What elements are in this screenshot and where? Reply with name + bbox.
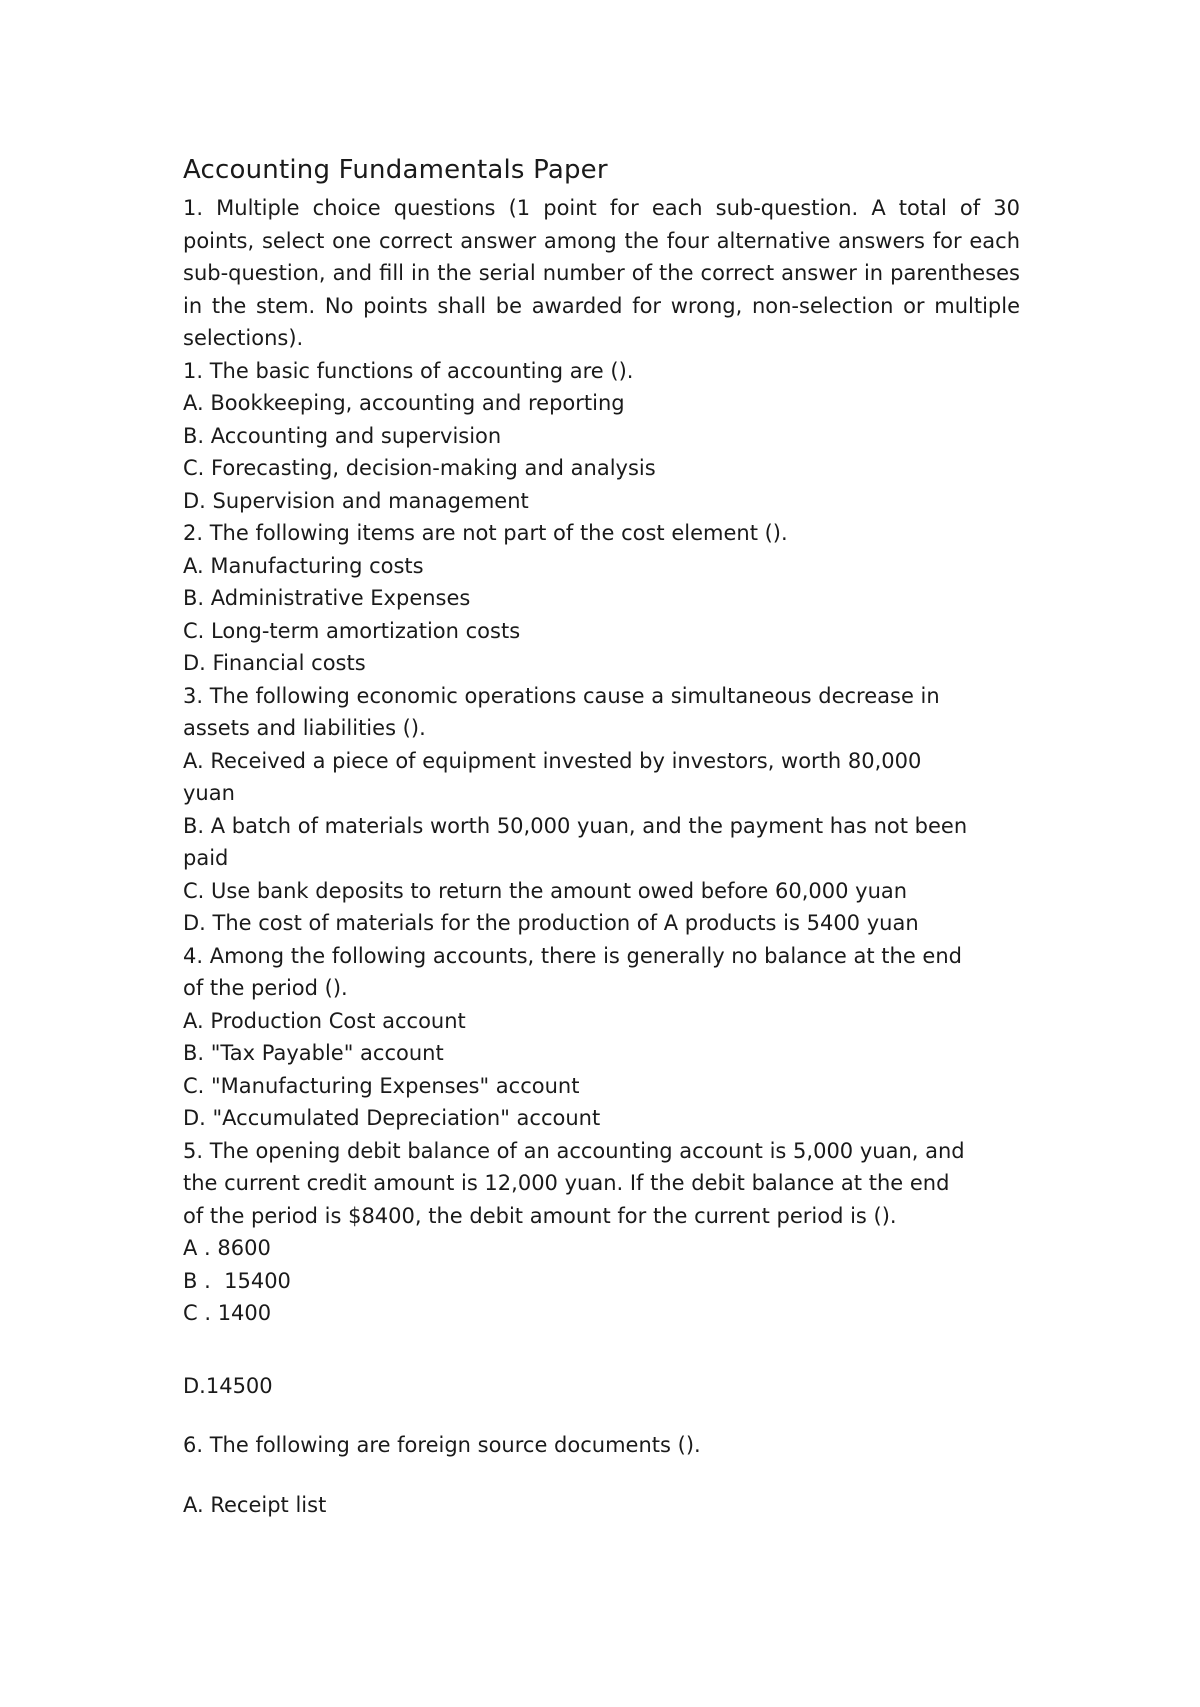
option-a-continued: yuan [183, 781, 235, 805]
question-6 [183, 1429, 1020, 1521]
option-b-continued: paid [183, 846, 229, 870]
question-1 [183, 355, 1020, 518]
question-4 [183, 940, 1020, 1135]
option-b: B. Administrative Expenses [183, 586, 471, 610]
question-stem-line: 4. Among the following accounts, there is generally no balance at the end [183, 943, 962, 968]
section-instructions: 1. Multiple choice questions (1 point for each sub-question. A total of 30 points, select one correct answer among the four alternative answers for each sub-question, and fill in the serial number of the correct answer in parentheses in the stem. No points shall be awarded for wrong, non-selection or multiple selections). [183, 196, 1020, 350]
question-stem-line: the current credit amount is 12,000 yuan. If the debit balance at the end [183, 1171, 950, 1195]
option-b: B. "Tax Payable" account [183, 1041, 444, 1065]
option-d: D. "Accumulated Depreciation" account [183, 1106, 601, 1130]
question-2 [183, 517, 1020, 680]
option-c: C. Forecasting, decision-making and analysis [183, 456, 656, 480]
question-stem-line: assets and liabilities (). [183, 716, 426, 740]
option-a: A. Bookkeeping, accounting and reporting [183, 391, 625, 415]
document-title: Accounting Fundamentals Paper [183, 155, 608, 185]
option-d: D. Financial costs [183, 651, 366, 675]
question-stem: 1. The basic functions of accounting are (). [183, 358, 634, 383]
option-a: A. Production Cost account [183, 1008, 466, 1033]
option-c: C. "Manufacturing Expenses" account [183, 1073, 580, 1098]
option-b: B. A batch of materials worth 50,000 yuan, and the payment has not been [183, 813, 968, 838]
option-c: C . 1400 [183, 1301, 272, 1325]
question-stem-line: of the period (). [183, 976, 348, 1000]
question-stem: 6. The following are foreign source documents (). [183, 1433, 701, 1457]
option-a: A. Received a piece of equipment invested by investors, worth 80,000 [183, 748, 922, 773]
option-c: C. Use bank deposits to return the amount owed before 60,000 yuan [183, 878, 908, 903]
question-stem-line: of the period is $8400, the debit amount for the current period is (). [183, 1203, 897, 1228]
option-d: D.14500 [183, 1373, 273, 1398]
question-stem-line: 5. The opening debit balance of an accounting account is 5,000 yuan, and [183, 1138, 965, 1163]
question-3 [183, 680, 1020, 940]
question-5 [183, 1135, 1020, 1403]
document-page [183, 150, 1020, 1521]
option-c: C. Long-term amortization costs [183, 618, 521, 643]
question-stem-line: 3. The following economic operations cause a simultaneous decrease in [183, 683, 940, 708]
option-a: A . 8600 [183, 1236, 271, 1260]
option-b: B . 15400 [183, 1268, 291, 1293]
option-a: A. Receipt list [183, 1492, 327, 1517]
option-a: A. Manufacturing costs [183, 553, 424, 578]
option-b: B. Accounting and supervision [183, 423, 502, 448]
option-d: D. The cost of materials for the production of A products is 5400 yuan [183, 911, 919, 935]
option-d: D. Supervision and management [183, 488, 529, 513]
question-stem: 2. The following items are not part of the cost element (). [183, 521, 788, 545]
